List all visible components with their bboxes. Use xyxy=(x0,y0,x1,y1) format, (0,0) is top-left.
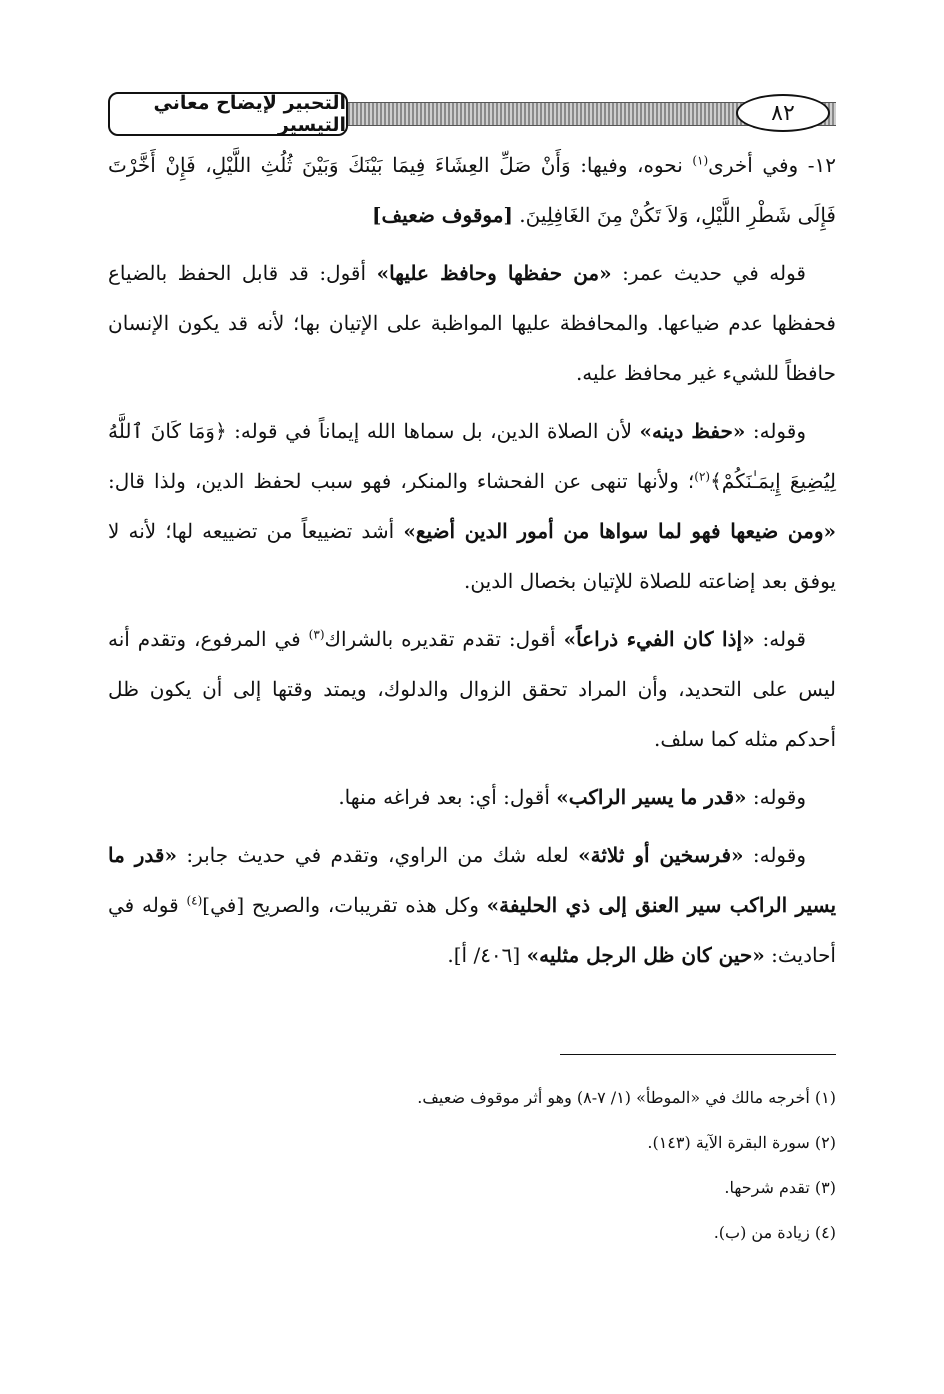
quoted-phrase: «قدر ما يسير الراكب» xyxy=(556,785,747,809)
text-run: أقول: تقدم تقديره بالشراك xyxy=(324,627,564,651)
hadith-12-paragraph xyxy=(108,140,836,240)
commentary-paragraph xyxy=(108,406,836,606)
footnote-divider xyxy=(560,1054,836,1055)
footnote-ref-3[interactable]: (٣) xyxy=(308,627,325,642)
footnote-ref-4[interactable]: (٤) xyxy=(186,893,203,908)
quoted-phrase: «فرسخين أو ثلاثة» xyxy=(578,843,744,867)
text-run: ١٢- وفي أخرى xyxy=(708,153,836,177)
text-run: وقوله: xyxy=(746,785,806,809)
text-run: أقول: قد قابل الحفظ بالضياع فحفظها عدم ضياعها. والمحافظة عليها المواظبة على الإتيان بها؛ لأنه قد يكون الإنسان حافظاً للشيء غير محافظ عليه. xyxy=(108,261,836,385)
text-run: أقول: أي: بعد فراغه منها. xyxy=(338,785,557,809)
quoted-phrase: «ومن ضيعها فهو لما سواها من أمور الدين أضيع» xyxy=(403,519,836,543)
footnote-ref-1[interactable]: (١) xyxy=(692,153,709,168)
text-run: ؛ ولأنها تنهى عن الفحشاء والمنكر، فهو سبب لحفظ الدين، ولذا قال: xyxy=(108,469,695,493)
text-run: قوله في حديث عمر: xyxy=(611,261,806,285)
quoted-phrase: «إذا كان الفيء ذراعاً» xyxy=(563,627,755,651)
text-run: أشد تضييعاً من تضييعه لها؛ لأنه لا يوفق بعد إضاعته للصلاة للإتيان بخصال الدين. xyxy=(108,519,836,593)
text-run: [٤٠٦/ أ]. xyxy=(447,943,527,967)
text-run: وقوله: xyxy=(743,843,806,867)
text-run: نحوه، وفيها: وَأَنْ صَلِّ العِشَاءَ فِيمَا بَيْنَكَ وَبَيْنَ ثُلُثِ اللَّيْلِ، فَإِنْ أَخَّرْتَ فَإِلَى شَطْرِ اللَّيْلِ، وَلاَ تَكُنْ مِنَ الغَافِلِينَ. xyxy=(108,153,836,227)
quoted-phrase: «حفظ دينه» xyxy=(639,419,746,443)
footnote-3: (٣) تقدم شرحها. xyxy=(724,1178,836,1197)
book-title: التحبير لإيضاح معاني التيسير xyxy=(108,92,348,136)
page-number: ٨٢ xyxy=(736,94,830,132)
text-run: في المرفوع، وتقدم أنه ليس على التحديد، وأن المراد تحقق الزوال والدلوك، ويمتد وقتها إلى أن يكون ظل أحدكم مثله كما سلف. xyxy=(108,627,836,751)
text-run: قوله في أحاديث: xyxy=(108,893,836,967)
quoted-phrase: «حين كان ظل الرجل مثليه» xyxy=(526,943,765,967)
text-run: وقوله: xyxy=(745,419,806,443)
text-run: قوله: xyxy=(754,627,806,651)
footnote-ref-2[interactable]: (٢) xyxy=(694,469,711,484)
commentary-paragraph xyxy=(108,772,836,822)
footnote-2: (٢) سورة البقرة الآية (١٤٣). xyxy=(647,1133,836,1152)
page-header xyxy=(108,90,836,136)
text-run: وكل هذه تقريبات، والصريح [في] xyxy=(202,893,487,917)
body-text xyxy=(108,140,836,988)
footnote-4: (٤) زيادة من (ب). xyxy=(713,1223,836,1242)
commentary-paragraph xyxy=(108,614,836,764)
grading-label: [موقوف ضعيف] xyxy=(372,203,513,227)
footnotes xyxy=(108,1088,836,1268)
quoted-phrase: «من حفظها وحافظ عليها» xyxy=(376,261,612,285)
commentary-paragraph xyxy=(108,248,836,398)
commentary-paragraph xyxy=(108,830,836,980)
text-run: لأن الصلاة الدين، بل سماها الله إيماناً في قوله: ﴿وَمَا كَانَ ٱللَّهُ لِيُضِيعَ إِيمَـٰنَكُمْ﴾ xyxy=(108,419,836,493)
quoted-phrase: «قدر ما يسير الراكب سير العنق إلى ذي الحليفة» xyxy=(108,843,837,917)
footnote-1: (١) أخرجه مالك في «الموطأ» (١/ ٧-٨) وهو أثر موقوف ضعيف. xyxy=(417,1088,836,1107)
text-run: لعله شك من الراوي، وتقدم في حديث جابر: xyxy=(176,843,579,867)
